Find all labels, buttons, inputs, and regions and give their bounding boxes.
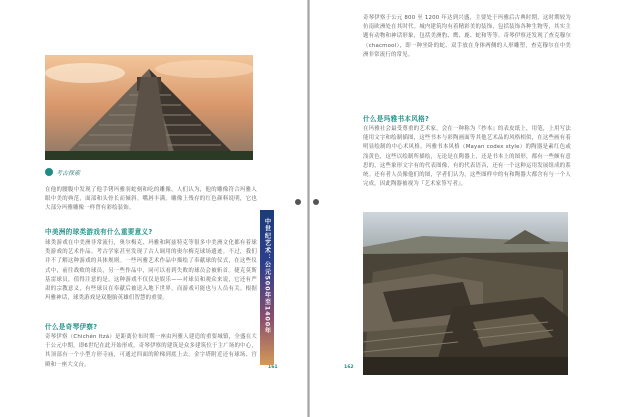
brand-logo-text: 考古探索	[56, 169, 81, 177]
pyramid-photo	[45, 55, 253, 160]
left-heading-chichen-text: 什么是奇琴伊察?	[45, 323, 98, 331]
right-heading-codex	[363, 113, 429, 123]
right-heading-codex-text: 什么是玛雅书本风格?	[363, 115, 430, 123]
left-ballgame-paragraph: 球类游戏在中美洲非常流行，奥尔梅克、玛雅和阿兹特克等很多中美洲文化都有着球类游戏的艺术作品。考古学家甚至发现了古人调用的奥尔梅克球场遗迹。不过，我们并不了解这种游戏的具体规则。一些玛雅艺术作品中描绘了奉献球的仪式，在这些仪式中，前往战败的球员，另一些作品中，同可以看到失败的球员会被斩首。捷克莫斯基雷球员，值得注意的是，这种游戏不仅仅是娱乐——对球员和观众来说，它还有严肃的宗教意义，有些球员在奉献后被送入地下世界，而游戏可能也与人员有关。根据玛雅神话，球类游戏是双胞胎英雄们智慧的重要。	[45, 240, 257, 302]
left-page-number: 161	[268, 365, 278, 370]
left-chichen-paragraph: 奇琴伊察（Chichén Itzá）是距离位布时期一座由玛雅人建造的重要城镇，全盛在大于公元中期，即6世纪在此开始形成，奇琴伊察的建筑是众多建筑位于主广场的中心，其顶部有一个小型方形寺庙，可通过四面的阶梯到底上去。金字塔附近还有球场、宫殿和一座大文台。	[45, 334, 257, 368]
brand-logo	[45, 166, 80, 178]
right-intro-paragraph: 奇琴伊察于公元 800 至 1200 年达到兴盛，主要处于玛雅后古典时期，这时期较为仿南欧洲处在其时代。城内建筑均有着精彩美的装饰，包括装饰各种生物等，其实主题有动物和神话形象，包括美洲豹、鹰、鹿、蛇和等等。奇琴伊察还发现了查克穆尔（chacmool），即一种坐卧的蛇、双手放在身体两侧的人形雕塑，查克穆尔在中美洲非常流行的常见。	[363, 15, 571, 58]
left-heading-ballgame-text: 中美洲的球类游戏有什么重要意义?	[45, 228, 153, 236]
left-intro-paragraph: 在他的腰腹中发现了他手铐玛雅羽蛇刻和吃的雕像，人们认为，他的雕像符合玛雅人眼中美的典范，面部和头骨长而倾斜。嘴唇丰满。雕像上残存的红色颜料说明，它也大部分玛雅雕像一样曾有彩绘装饰。	[45, 187, 257, 212]
left-heading-chichen	[45, 321, 97, 331]
brand-dot-icon	[45, 168, 53, 176]
center-markers	[295, 198, 319, 206]
right-codex-paragraph: 在玛雅社会最受尊重的艺术家，会在一种称为『抄本』的表皮纸上，用笔，上用写法能用文字和绘制插图，这些书本与彩陶画面等其他艺术品的风格相似，在这些画有着明显绘制的中心术风格。玛雅书本风格（Mayan codex style）的陶器是素红色或浅黄色，这些以绘制所描绘，无论是在陶器上，还是书本上的图形，都有一些颇有意思的，这些象形文字有的代表图像，有的代表语音，还有一个这种运用发展组成的系统。还有者人员像他们的图，学者们认为，这些图样中的有和陶器大都含有与一个人完成，因此陶器被视为『艺术家签写者』。	[363, 126, 571, 188]
chapter-strip-label: 中世纪艺术：公元500年至1400年	[263, 218, 271, 335]
marker-dot-icon	[313, 199, 319, 205]
right-page-number: 162	[344, 365, 354, 370]
book-spine	[307, 0, 310, 417]
chapter-strip	[260, 210, 274, 365]
left-heading-ballgame	[45, 226, 153, 236]
ruins-photo	[363, 212, 568, 375]
marker-dot-icon	[295, 199, 301, 205]
